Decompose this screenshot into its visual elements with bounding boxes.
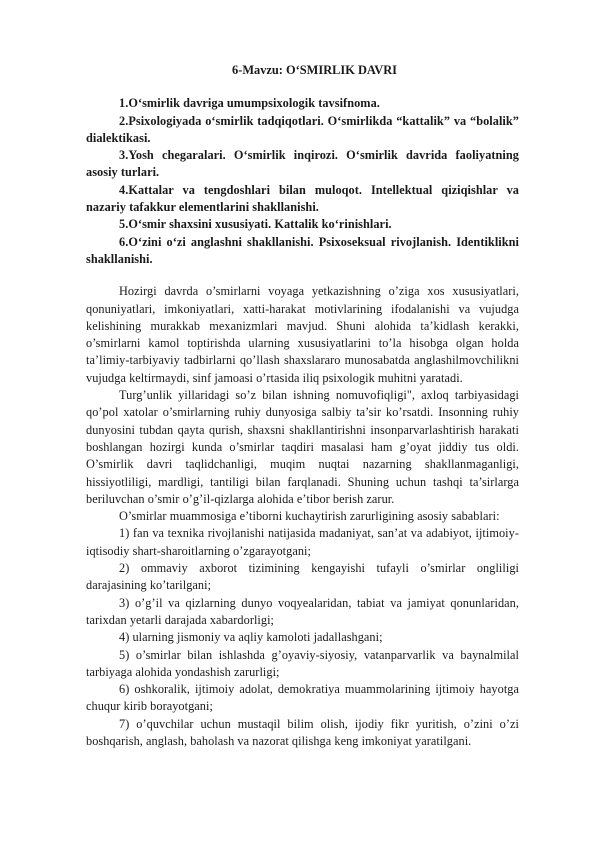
reason-item-4: 4) ularning jismoniy va aqliy kamoloti jadallashgani;: [119, 630, 383, 645]
plan-item-4: 4.Kattalar va tengdoshlari bilan muloqot. Intellektual qiziqishlar va nazariy tafakkur elementlarini shakllanishi.: [86, 182, 519, 215]
reason-item-6: 6) oshkoralik, ijtimoiy adolat, demokratiya muammolarining ijtimoiy hayotga chuqur kirib borayotgani;: [86, 682, 519, 714]
plan-item-1: 1.O‘smirlik davriga umumpsixologik tavsifnoma.: [119, 96, 380, 111]
reason-item-7: 7) o’quvchilar uchun mustaqil bilim olish, ijodiy fikr yuritish, o’zini o’zi boshqarish, anglash, baholash va nazorat qilishga keng imkoniyat yaratilgani.: [86, 716, 519, 748]
reason-item-1: 1) fan va texnika rivojlanishi natijasida madaniyat, san’at va adabiyot, ijtimoiy-iqtisodiy shart-sharoitlarning o’zgarayotgani;: [86, 526, 519, 558]
plan-item-3: 3.Yosh chegaralari. O‘smirlik inqirozi. O‘smirlik davrida faoliyatning asosiy turlari.: [86, 148, 519, 180]
body-text: [86, 283, 519, 750]
paragraph-intro: Hozirgi davrda o’smirlarni voyaga yetkazishning o’ziga xos xususiyatlari, qonuniyatlari, imkoniyatlari, xatti-harakat motivlarining ifodalanishi va vujudga kelishining murakkab mexanizmlari mavjud. Shuni alohida ta’kidlash kerakki, o’smirlarni kamol toptirishda ularning xususiyatlarini to’la hisobga olgan holda ta’limiy-tarbiyaviy tadbirlarni qo’llash shaxslararo munosabatda anglashilmovchilikni vujudga keltirmaydi, sinf jamoasi o’rtasida iliq psixologik muhitni yaratadi.: [86, 284, 519, 385]
plan-item-2: 2.Psixologiyada o‘smirlik tadqiqotlari. O‘smirlikda “kattalik” va “bolalik” dialektikasi.: [86, 113, 519, 145]
plan-item-6: 6.O‘zini o‘zi anglashni shakllanishi. Psixoseksual rivojlanish. Identiklikni shakllanishi.: [86, 234, 519, 266]
reason-item-5: 5) o’smirlar bilan ishlashda g’oyaviy-siyosiy, vatanparvarlik va baynalmilal tarbiyaga alohida yondashish zarurligi;: [86, 647, 519, 679]
document-page: [86, 62, 519, 750]
topic-plan: [86, 95, 519, 268]
paragraph-reasons-heading: O’smirlar muammosiga e’tiborni kuchaytirish zarurligining asosiy sabablari:: [119, 509, 500, 524]
reason-item-2: 2) ommaviy axborot tizimining kengayishi tufayli o’smirlar ongliligi darajasining ko’tarilgani;: [86, 561, 519, 593]
page-title: 6-Mavzu: O‘SMIRLIK DAVRI: [232, 63, 397, 77]
paragraph-stagnation: Turg’unlik yillaridagi so’z bilan ishning nomuvofiqligi", axloq tarbiyasidagi qo’pol xatolar o’smirlarning ruhiy dunyosiga salbiy ta’sir ko’rsatdi. Insonning ruhiy dunyosini tubdan qayta qurish, shaxsni shakllantirishni insonparvarlashtirish harakati boshlangan hozirgi kunda o’smirlar taqdiri masalasi ham g’oyat jiddiy tus oldi. O’smirlik davri taqlidchanligi, muqim nuqtai nazarning shakllanmaganligi, hissiyotliligi, mardligi, tantiligi bilan farqlanadi. Shuning uchun tashqi ta’sirlarga beriluvchan o’smir o’g’il-qizlarga alohida e’tibor berish zarur.: [86, 388, 519, 506]
plan-item-5: 5.O‘smir shaxsini xususiyati. Kattalik ko‘rinishlari.: [119, 217, 392, 232]
reason-item-3: 3) o’g’il va qizlarning dunyo voqyealaridan, tabiat va jamiyat qonunlaridan, tarixdan yetarli darajada xabardorligi;: [86, 595, 519, 627]
